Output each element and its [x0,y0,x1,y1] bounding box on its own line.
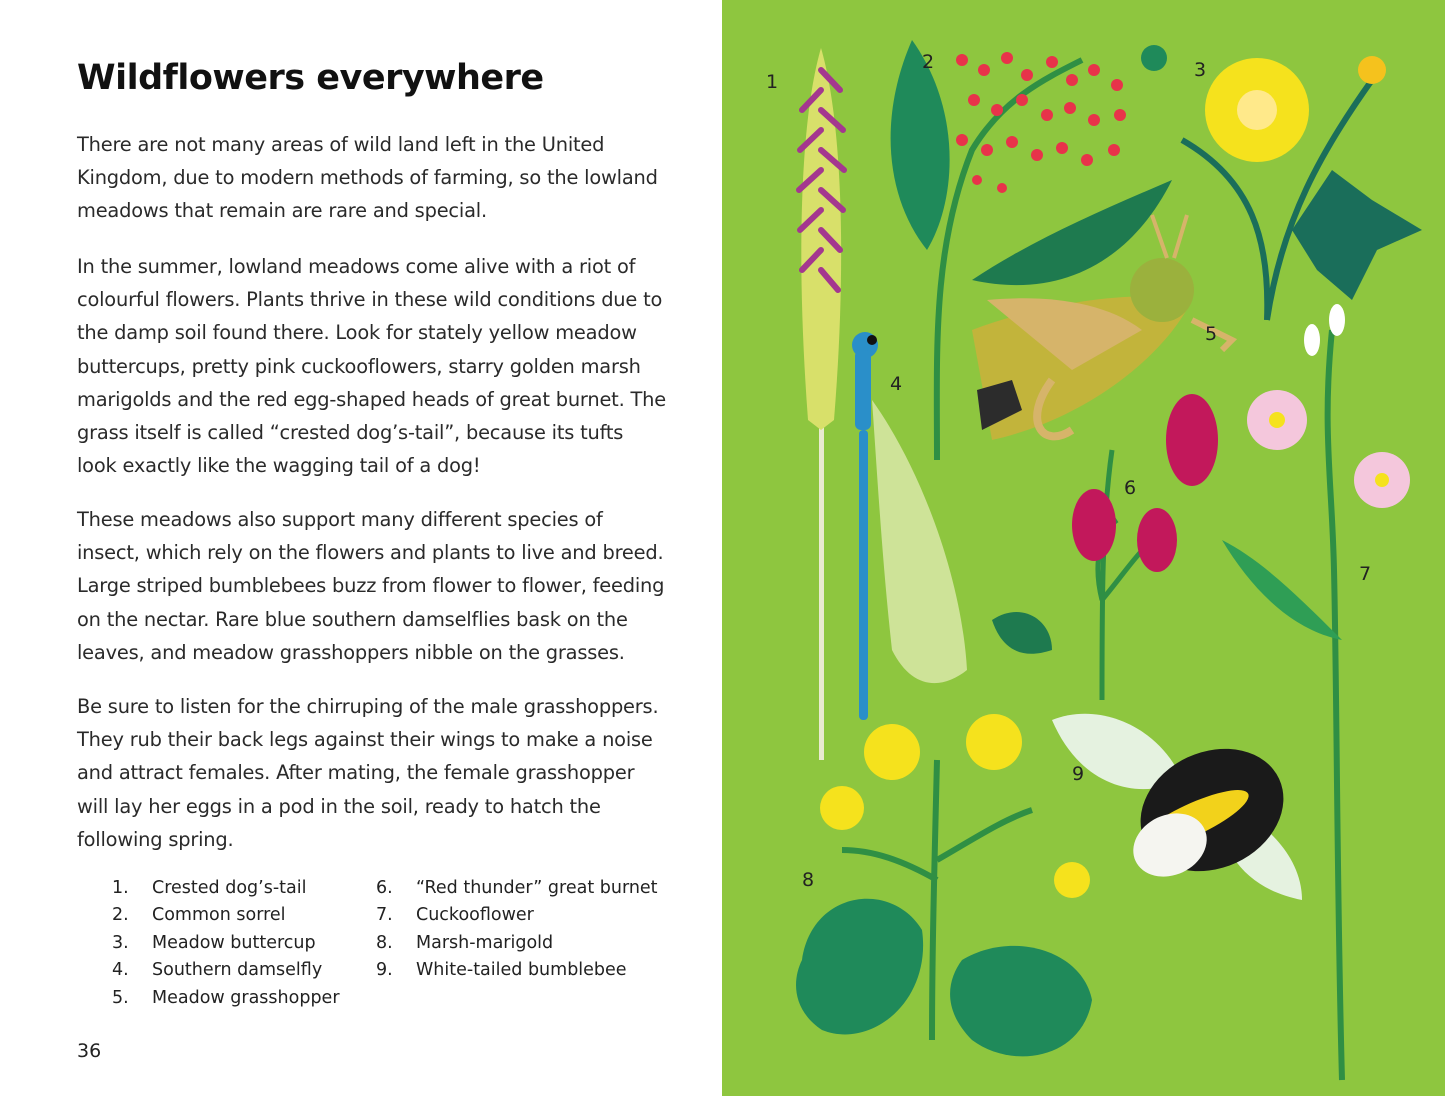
legend-number: 8. [376,932,393,953]
legend-name: Common sorrel [152,905,286,926]
illustration-number-1: 1 [766,71,779,93]
legend-name: Meadow grasshopper [152,987,340,1008]
legend-number: 2. [112,905,129,926]
paragraph-2: In the summer, lowland meadows come alive with a riot of colourful flowers. Plants thrive in these wild conditions due to the damp soil found there. Look for stately yellow meadow buttercups, pretty pink cuckooflowers, starry golden marsh marigolds and the red egg-shaped heads of great burnet. The grass itself is called “crested dog’s-tail”, because its tufts look exactly like the wagging tail of a dog! [77,255,666,478]
illustration-number-6: 6 [1124,477,1137,499]
legend-column-2 [376,875,658,985]
legend-item [376,902,658,929]
legend-item [112,957,340,984]
legend-name: Cuckooflower [416,905,534,926]
legend-item [376,930,658,957]
legend-item [112,902,340,929]
legend-column-1 [112,875,340,1012]
legend-item [112,930,340,957]
legend-item [112,985,340,1012]
illustration-number-4: 4 [890,373,903,395]
illustration-number-5: 5 [1205,323,1218,345]
illustration-number-9: 9 [1072,763,1085,785]
meadow-illustration [722,0,1445,1096]
page-title: Wildflowers everywhere [77,58,544,98]
legend-name: White-tailed bumblebee [416,960,627,981]
paragraph-4: Be sure to listen for the chirruping of the male grasshoppers. They rub their back legs against their wings to make a noise and attract females. After mating, the female grasshopper will lay her eggs in a pod in the soil, ready to hatch the following spring. [77,695,659,851]
legend-name: Crested dog’s-tail [152,878,307,898]
illustration-number-8: 8 [802,869,815,891]
legend-name: Marsh-marigold [416,932,554,953]
legend-number: 3. [112,932,129,953]
legend-number: 7. [376,905,393,926]
legend-number: 6. [376,878,393,898]
illustration-number-3: 3 [1194,59,1207,81]
legend-number: 4. [112,960,129,981]
legend-number: 9. [376,960,393,981]
legend-item [376,957,658,984]
meadow-illustration-svg [722,0,1445,1096]
illustration-number-7: 7 [1359,563,1372,585]
legend-name: “Red thunder” great burnet [416,878,658,898]
illustration-number-2: 2 [922,51,935,73]
legend-item [376,875,658,902]
page-number: 36 [77,1040,102,1062]
legend-name: Southern damselfly [152,960,323,981]
legend-number: 5. [112,987,129,1008]
left-page [0,0,722,1096]
paragraph-3: These meadows also support many different species of insect, which rely on the flowers and plants to live and breed. Large striped bumblebees buzz from flower to flower, feeding on the nectar. Rare blue southern damselflies bask on the leaves, and meadow grasshoppers nibble on the grasses. [77,508,665,664]
legend-item [112,875,340,902]
legend-name: Meadow buttercup [152,932,316,953]
paragraph-1: There are not many areas of wild land left in the United Kingdom, due to modern methods of farming, so the lowland meadows that remain are rare and special. [77,133,658,223]
legend-number: 1. [112,878,129,898]
